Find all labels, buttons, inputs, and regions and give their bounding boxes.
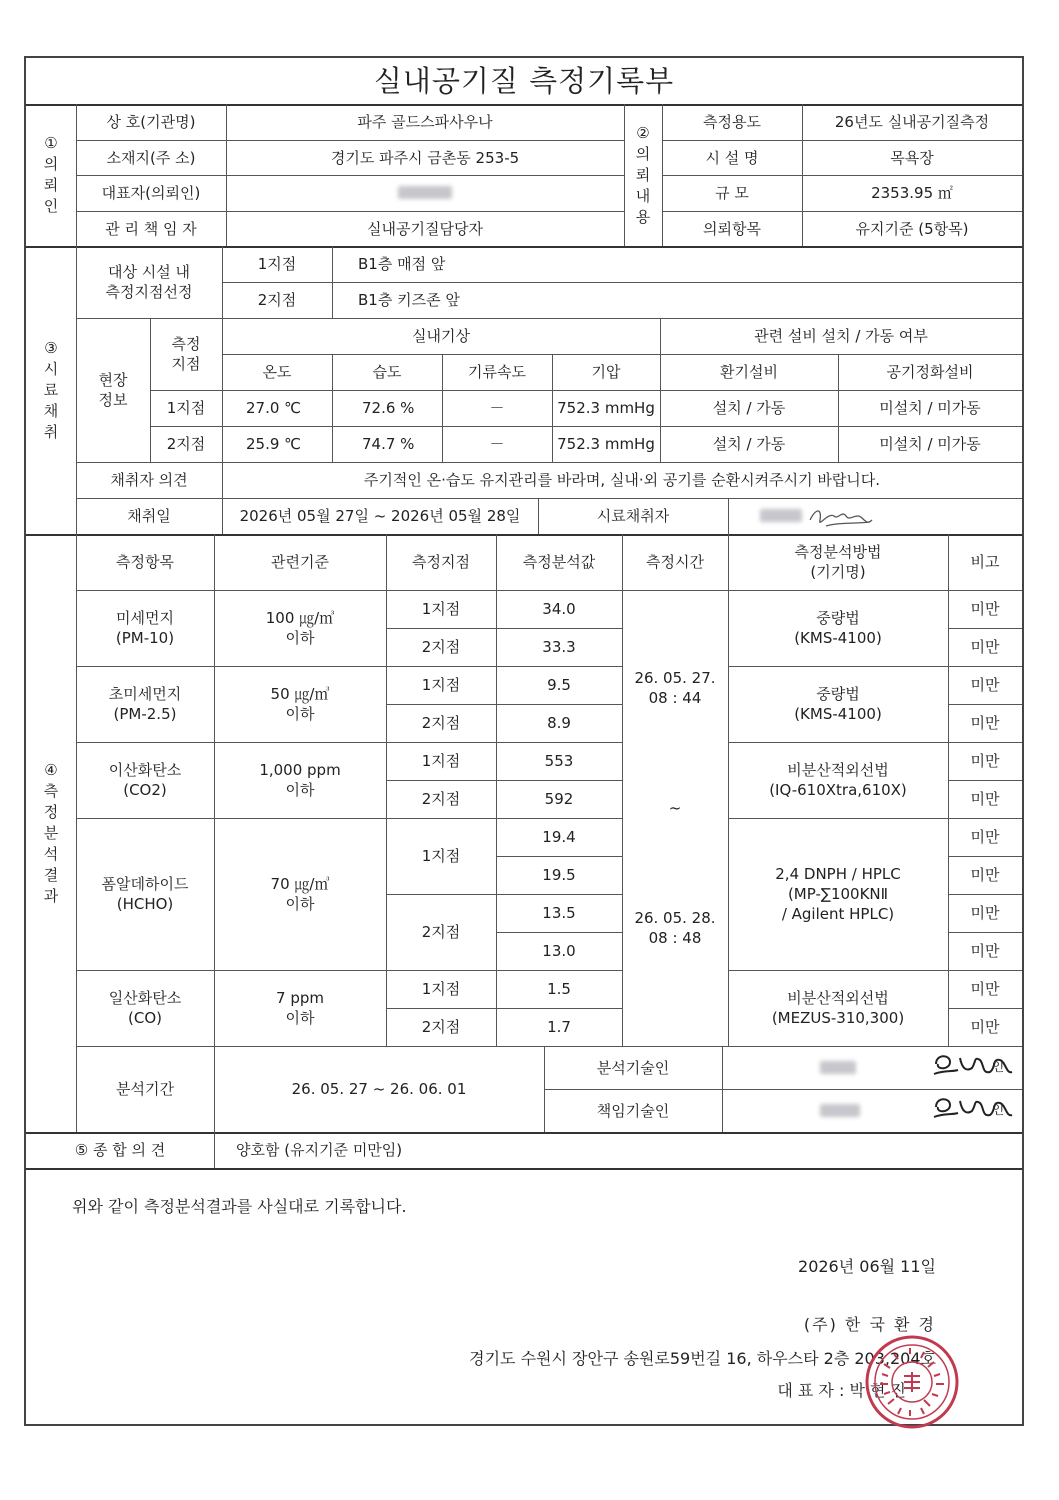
sec2-value-0: 26년도 실내공기질측정	[834, 113, 990, 131]
redacted-analyst	[820, 1061, 856, 1074]
col-airflow: 기류속도	[468, 363, 526, 381]
analysis-period: 26. 05. 27 ~ 26. 06. 01	[291, 1080, 467, 1098]
sec1-label-3: 관 리 책 임 자	[105, 219, 197, 238]
site-point-1: 1지점	[257, 255, 297, 273]
sec2-value-1: 목욕장	[890, 148, 934, 167]
note-cell: 미만	[970, 1018, 1000, 1036]
note-cell: 미만	[970, 752, 1000, 770]
item-name: 미세먼지 (PM-10)	[115, 609, 175, 647]
item-method: 비분산적외선법 (MEZUS-310,300)	[771, 989, 905, 1027]
weather-row-2-pressure: 752.3 mmHg	[557, 435, 655, 453]
footer-company: (주) 한 국 환 경	[803, 1315, 936, 1334]
point-name: 1지점	[421, 980, 461, 998]
item-method: 중량법 (KMS-4100)	[794, 685, 882, 723]
point-name: 1지점	[421, 676, 461, 694]
hdr-time: 측정시간	[646, 553, 704, 571]
note-cell: 미만	[970, 638, 1000, 656]
item-standard: 1,000 ppm 이하	[259, 761, 341, 799]
analysis-period-label: 분석기간	[116, 1080, 174, 1098]
weather-row-2-temp: 25.9 ℃	[246, 435, 302, 453]
item-standard: 7 ppm 이하	[276, 989, 324, 1027]
redacted-representative	[398, 186, 452, 199]
sec1-label-1: 소재지(주 소)	[106, 148, 196, 167]
weather-row-1-hum: 72.6 %	[362, 399, 415, 417]
footer-address: 경기도 수원시 장안구 송원로59번길 16, 하우스타 2층 203,204호	[469, 1349, 936, 1368]
hdr-item: 측정항목	[116, 553, 174, 571]
point-header: 측정 지점	[171, 335, 201, 373]
company-seal	[864, 1334, 960, 1430]
measured-value: 9.5	[547, 676, 571, 694]
analyst-signature	[930, 1050, 1016, 1084]
sec1-value-0: 파주 골드스파사우나	[357, 113, 493, 131]
redacted-sampler	[760, 509, 802, 522]
footer-representative: 대 표 자 : 박 현 진	[777, 1381, 906, 1400]
chief-label: 책임기술인	[596, 1101, 670, 1120]
hdr-standard: 관련기준	[271, 553, 329, 571]
item-method: 2,4 DNPH / HPLC (MP-∑100KNⅡ / Agilent HPLC)	[775, 865, 901, 923]
note-cell: 미만	[970, 980, 1000, 998]
item-standard: 50 ㎍/㎥ 이하	[270, 685, 330, 723]
measured-value: 33.3	[542, 638, 576, 656]
measured-value: 13.0	[542, 942, 576, 960]
sampler-label: 시료채취자	[596, 507, 670, 525]
measured-value: 553	[544, 752, 574, 770]
item-name: 일산화탄소 (CO)	[108, 989, 182, 1027]
item-name: 폼알데하이드 (HCHO)	[101, 875, 189, 913]
sec3-label: ③ 시 료 채 취	[43, 338, 59, 441]
sec2-value-3: 유지기준 (5항목)	[855, 219, 969, 238]
hdr-point: 측정지점	[412, 553, 470, 571]
weather-row-1-purifier: 미설치 / 미가동	[879, 399, 981, 417]
hdr-note: 비고	[970, 553, 1000, 571]
sampler-signature	[806, 502, 876, 532]
record-document	[24, 56, 1024, 1426]
redacted-chief	[820, 1104, 860, 1117]
note-cell: 미만	[970, 904, 1000, 922]
weather-row-1-point: 1지점	[166, 399, 206, 417]
sec5-value: 양호함 (유지기준 미만임)	[236, 1141, 403, 1159]
sec5-label: ⑤ 종 합 의 견	[74, 1141, 166, 1159]
measured-value: 1.7	[547, 1018, 571, 1036]
opinion-label: 채취자 의견	[110, 471, 188, 489]
footer-statement: 위와 같이 측정분석결과를 사실대로 기록합니다.	[72, 1197, 407, 1216]
measured-value: 34.0	[542, 600, 576, 618]
note-cell: 미만	[970, 828, 1000, 846]
measured-value: 592	[544, 790, 574, 808]
col-ventilation: 환기설비	[720, 363, 778, 381]
measured-value: 1.5	[547, 980, 571, 998]
col-pressure: 기압	[591, 363, 621, 381]
sec1-label: ① 의 뢰 인	[43, 134, 59, 215]
note-cell: 미만	[970, 676, 1000, 694]
col-temp: 온도	[262, 363, 292, 381]
sec4-label: ④ 측 정 분 석 결 과	[43, 760, 59, 905]
sec2-label-3: 의뢰항목	[703, 219, 761, 238]
footer-date: 2026년 06월 11일	[798, 1257, 936, 1276]
sec2-label: ② 의 뢰 내 용	[635, 123, 651, 226]
note-cell: 미만	[970, 866, 1000, 884]
item-method: 중량법 (KMS-4100)	[794, 609, 882, 647]
sec1-value-1: 경기도 파주시 금촌동 253-5	[330, 148, 520, 167]
measured-value: 8.9	[547, 714, 571, 732]
weather-row-2-point: 2지점	[166, 435, 206, 453]
note-cell: 미만	[970, 942, 1000, 960]
sampling-date: 2026년 05월 27일 ~ 2026년 05월 28일	[239, 507, 521, 525]
col-purifier: 공기정화설비	[886, 363, 974, 381]
site-desc-1: B1층 매점 앞	[358, 255, 446, 273]
note-cell: 미만	[970, 714, 1000, 732]
hdr-value: 측정분석값	[522, 553, 596, 571]
item-standard: 70 ㎍/㎥ 이하	[270, 875, 330, 913]
weather-row-1-temp: 27.0 ℃	[246, 399, 302, 417]
sec2-value-2: 2353.95 ㎡	[871, 184, 953, 202]
weather-header: 실내기상	[412, 327, 470, 345]
point-name: 2지점	[421, 923, 461, 941]
measured-value: 19.4	[542, 828, 576, 846]
site-desc-2: B1층 키즈존 앞	[358, 291, 460, 309]
point-name: 2지점	[421, 638, 461, 656]
note-cell: 미만	[970, 790, 1000, 808]
sec2-label-1: 시 설 명	[705, 148, 759, 167]
weather-row-2-hum: 74.7 %	[362, 435, 415, 453]
analyst-seal-mark: 인	[991, 1060, 1005, 1075]
col-hum: 습도	[372, 363, 402, 381]
weather-row-2-airflow: －	[489, 435, 505, 453]
weather-row-1-pressure: 752.3 mmHg	[557, 399, 655, 417]
sec1-label-0: 상 호(기관명)	[106, 113, 196, 131]
measured-value: 19.5	[542, 866, 576, 884]
chief-seal-mark: 인	[991, 1103, 1005, 1118]
weather-row-2-ventilation: 설치 / 가동	[712, 435, 786, 453]
point-name: 2지점	[421, 1018, 461, 1036]
weather-row-2-purifier: 미설치 / 미가동	[879, 435, 981, 453]
sampling-date-label: 채취일	[127, 507, 171, 525]
weather-row-1-ventilation: 설치 / 가동	[712, 399, 786, 417]
time-end: 26. 05. 28. 08 : 48	[634, 909, 716, 947]
point-name: 1지점	[421, 600, 461, 618]
document-title: 실내공기질 측정기록부	[373, 64, 675, 98]
hdr-method: 측정분석방법 (기기명)	[794, 543, 882, 581]
point-name: 1지점	[421, 752, 461, 770]
point-name: 2지점	[421, 790, 461, 808]
measure-time	[622, 590, 728, 1046]
point-name: 1지점	[421, 847, 461, 865]
sec1-label-2: 대표자(의뢰인)	[101, 184, 201, 202]
sec2-label-0: 측정용도	[703, 113, 761, 131]
item-name: 초미세먼지 (PM-2.5)	[108, 685, 182, 723]
equip-header: 관련 설비 설치 / 가동 여부	[754, 327, 928, 345]
field-info-label: 현장 정보	[98, 371, 128, 409]
note-cell: 미만	[970, 600, 1000, 618]
item-name: 이산화탄소 (CO2)	[108, 761, 182, 799]
item-method: 비분산적외선법 (IQ-610Xtra,610X)	[769, 761, 907, 799]
measured-value: 13.5	[542, 904, 576, 922]
chief-signature	[930, 1093, 1016, 1127]
site-select-label: 대상 시설 내 측정지점선정	[105, 263, 193, 301]
weather-row-1-airflow: －	[489, 399, 505, 417]
time-tilde: ~	[668, 799, 682, 817]
sec1-value-3: 실내공기질담당자	[367, 219, 483, 238]
opinion-text: 주기적인 온·습도 유지관리를 바라며, 실내·외 공기를 순환시켜주시기 바랍니다.	[363, 471, 881, 489]
item-standard: 100 ㎍/㎥ 이하	[265, 609, 335, 647]
analyst-label: 분석기술인	[596, 1058, 670, 1077]
time-start: 26. 05. 27. 08 : 44	[634, 669, 716, 707]
point-name: 2지점	[421, 714, 461, 732]
sec2-label-2: 규 모	[715, 184, 749, 202]
site-point-2: 2지점	[257, 291, 297, 309]
